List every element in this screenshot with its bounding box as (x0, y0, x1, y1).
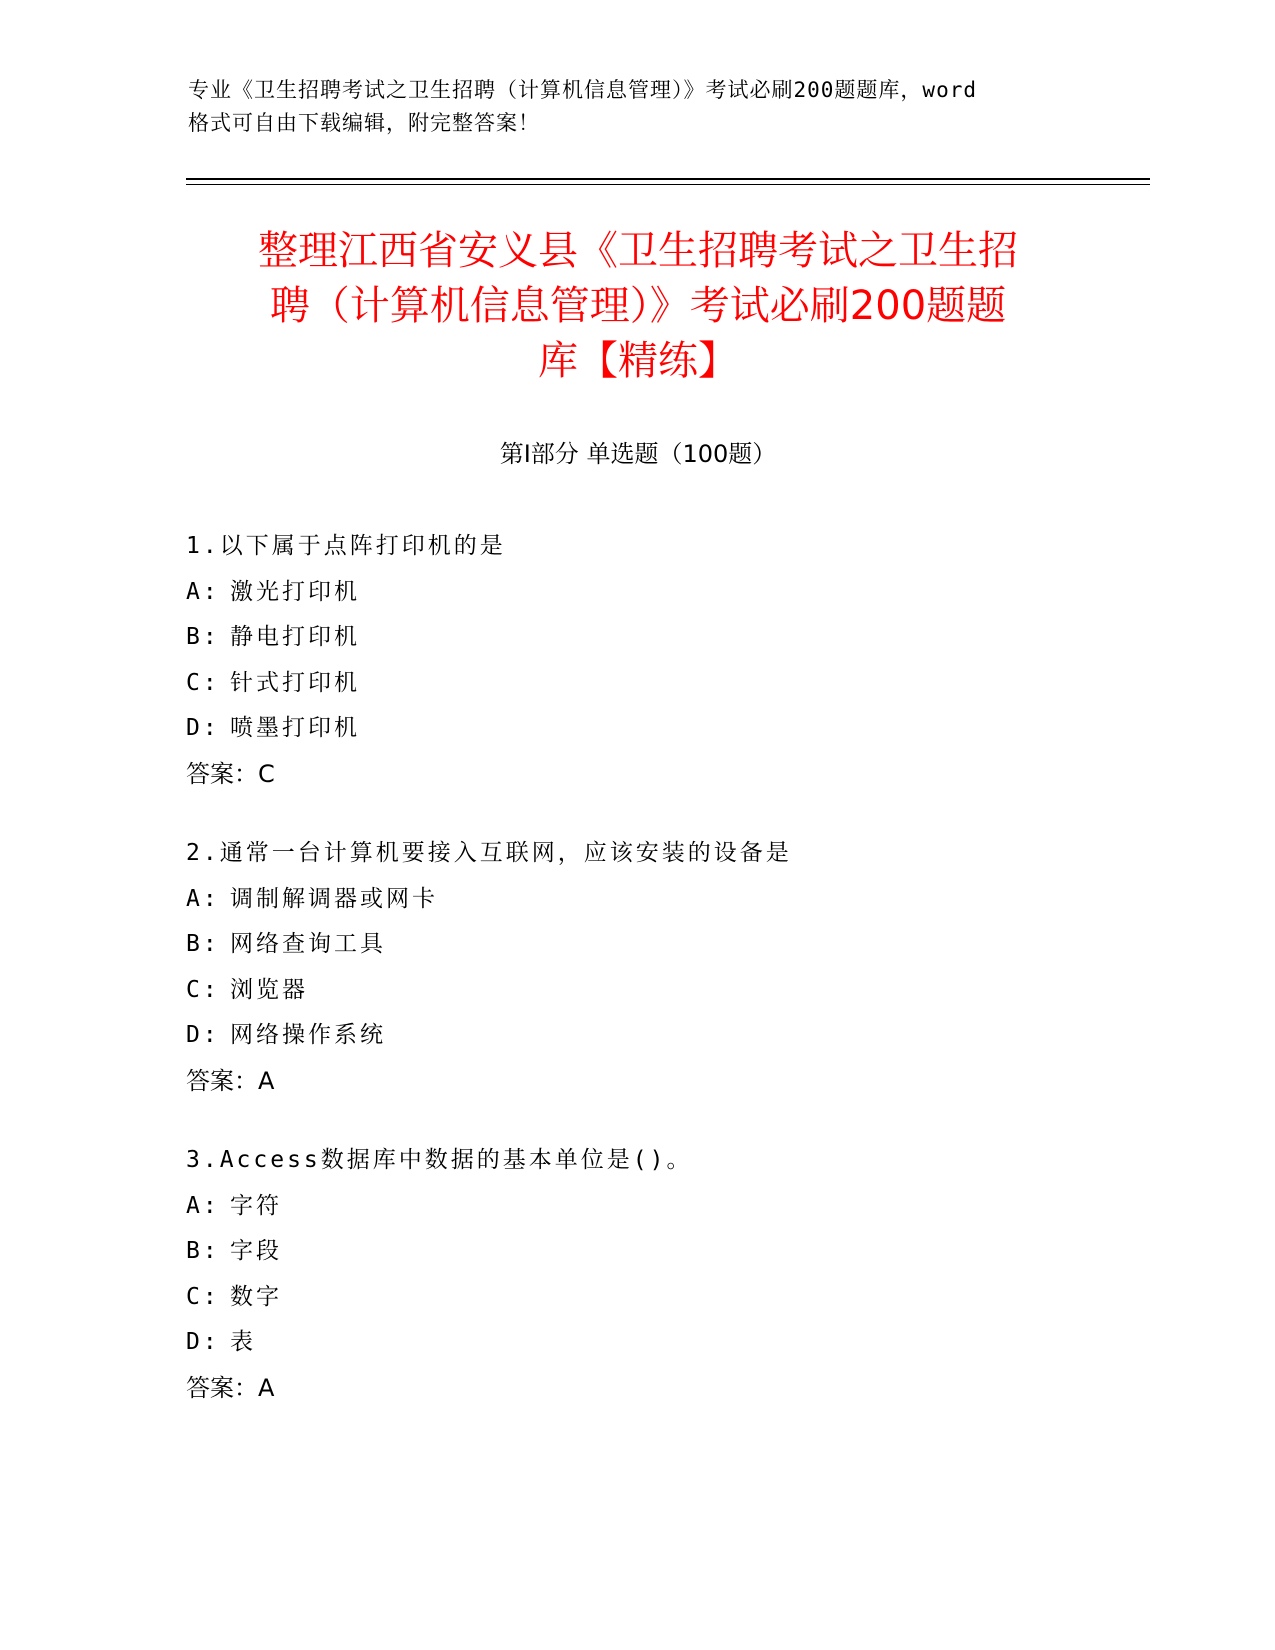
document-title (188, 224, 1088, 389)
option-label: C: (186, 669, 220, 696)
question-list (186, 524, 1126, 1445)
question-item (186, 831, 1126, 1104)
option-label: B: (186, 931, 220, 957)
option-label: C: (186, 976, 220, 1003)
option-text: 字段 (230, 1238, 282, 1264)
option-text: 数字 (230, 1283, 282, 1310)
option-text: 静电打印机 (230, 624, 360, 650)
header-divider-thin (186, 184, 1150, 185)
option-text: 针式打印机 (230, 669, 360, 696)
question-option (186, 1275, 1126, 1321)
option-label: A: (186, 578, 220, 605)
option-text: 表 (230, 1329, 256, 1355)
question-answer: 答案：A (186, 1066, 275, 1095)
question-option (186, 706, 1126, 752)
header-note-line-1: 专业《卫生招聘考试之卫生招聘（计算机信息管理）》考试必刷200题题库，word (188, 78, 977, 102)
question-option (186, 615, 1126, 661)
question-stem: 1.以下属于点阵打印机的是 (186, 533, 506, 559)
option-label: A: (186, 1192, 220, 1219)
option-label: D: (186, 1022, 220, 1048)
option-text: 喷墨打印机 (230, 715, 360, 741)
question-option (186, 570, 1126, 616)
header-note-line-2: 格式可自由下载编辑，附完整答案！ (188, 111, 540, 135)
question-option (186, 661, 1126, 707)
document-title-line-3: 库【精练】 (538, 338, 738, 384)
option-label: D: (186, 1329, 220, 1355)
question-item (186, 1138, 1126, 1411)
section-title: 第Ⅰ部分 单选题（100题） (499, 440, 777, 468)
option-text: 网络操作系统 (230, 1022, 386, 1048)
option-text: 浏览器 (230, 976, 308, 1003)
option-label: A: (186, 885, 220, 912)
question-option (186, 1013, 1126, 1059)
question-option (186, 922, 1126, 968)
question-item (186, 524, 1126, 797)
question-option (186, 877, 1126, 923)
document-title-line-2: 聘（计算机信息管理）》考试必刷200题题 (269, 283, 1007, 329)
option-text: 网络查询工具 (230, 931, 386, 957)
question-answer: 答案：C (186, 759, 275, 788)
option-text: 调制解调器或网卡 (230, 885, 438, 912)
option-label: C: (186, 1283, 220, 1310)
option-text: 字符 (230, 1192, 282, 1219)
option-label: D: (186, 715, 220, 741)
option-label: B: (186, 1238, 220, 1264)
document-title-line-1: 整理江西省安义县《卫生招聘考试之卫生招 (258, 228, 1018, 274)
option-label: B: (186, 624, 220, 650)
question-stem: 2.通常一台计算机要接入互联网，应该安装的设备是 (186, 840, 792, 866)
question-option (186, 968, 1126, 1014)
question-answer: 答案：A (186, 1373, 275, 1402)
question-option (186, 1320, 1126, 1366)
header-divider-thick (186, 178, 1150, 180)
question-option (186, 1229, 1126, 1275)
header-note (188, 74, 1088, 140)
option-text: 激光打印机 (230, 578, 360, 605)
question-option (186, 1184, 1126, 1230)
question-stem: 3.Access数据库中数据的基本单位是()。 (186, 1147, 693, 1173)
